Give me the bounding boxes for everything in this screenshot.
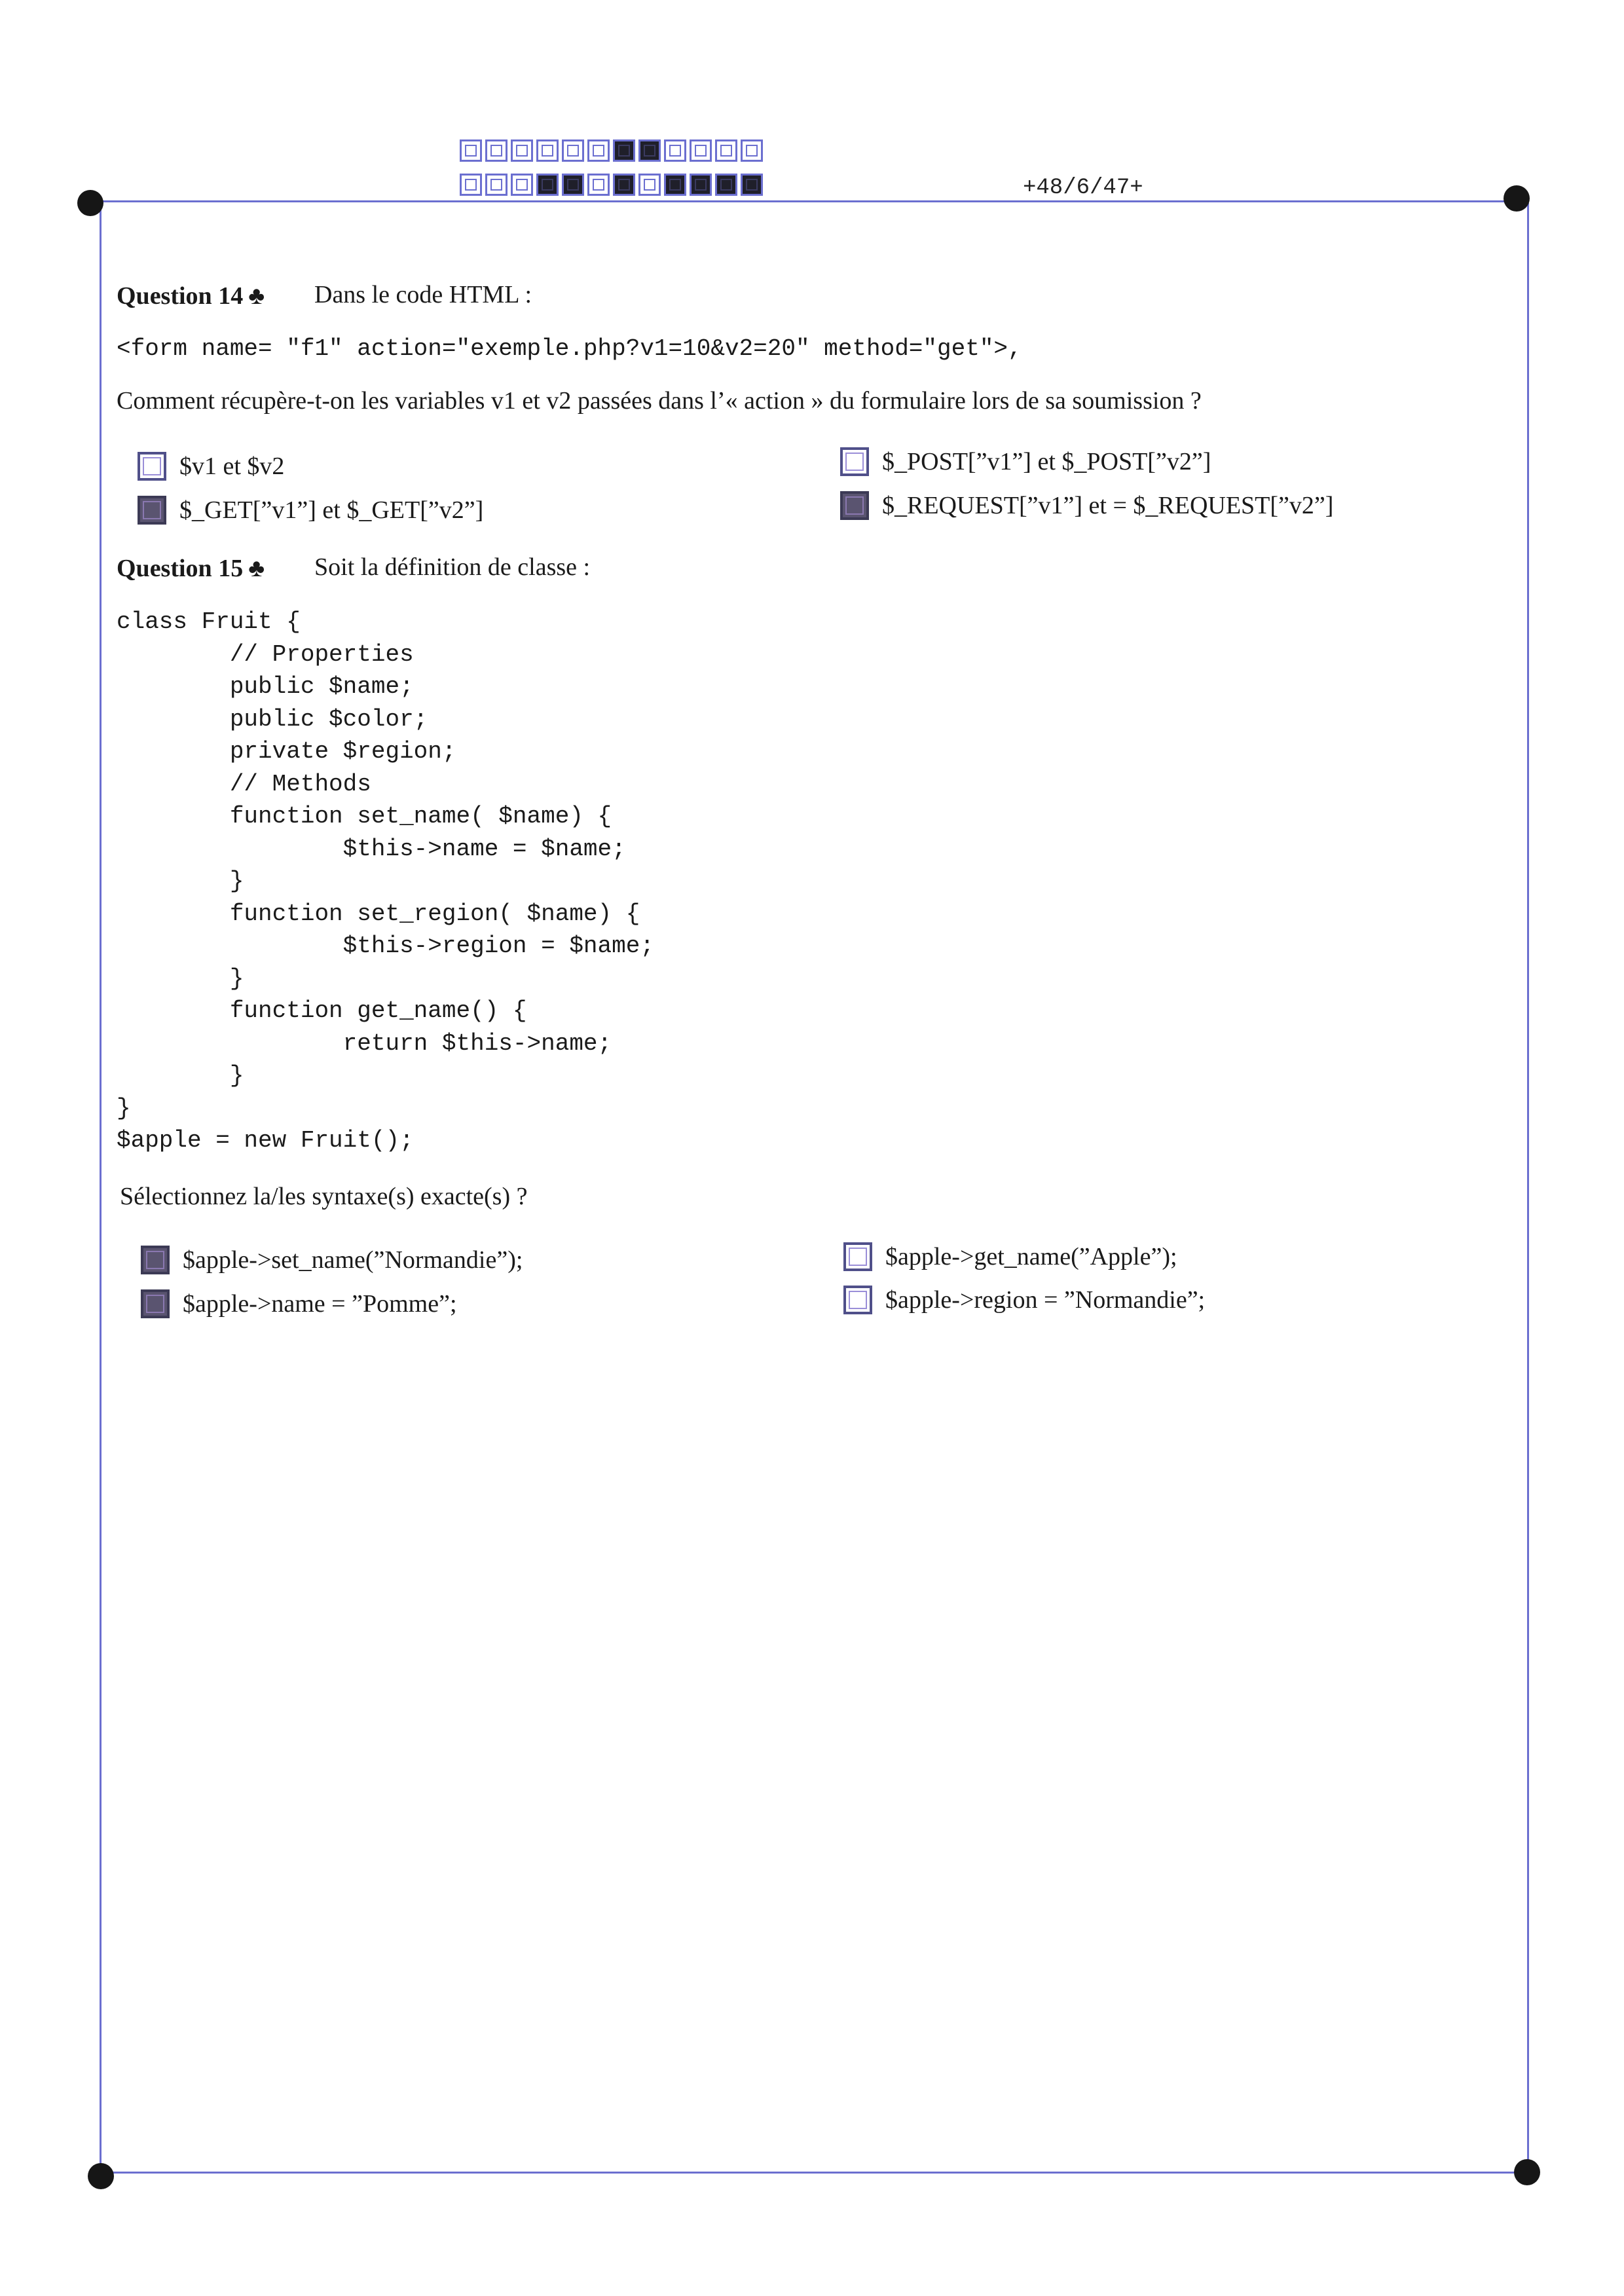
q15-answer-c[interactable] [843, 1242, 1177, 1271]
question-15-intro: Soit la définition de classe : [314, 553, 591, 581]
question-14-label: Question 14 [117, 282, 244, 310]
club-icon: ♣ [248, 282, 265, 310]
id-code-cell [613, 139, 635, 162]
checkbox[interactable] [840, 447, 869, 476]
id-code-cell [587, 174, 610, 196]
frame-left-line [100, 203, 101, 2171]
question-15-prompt: Sélectionnez la/les syntaxe(s) exacte(s) ? [120, 1183, 528, 1210]
frame-top-line [92, 200, 1526, 202]
q15-answer-a[interactable] [141, 1246, 523, 1274]
id-code-cell [638, 139, 661, 162]
answer-label: $apple->name = ”Pomme”; [183, 1290, 457, 1318]
corner-dot-top-left [77, 190, 103, 216]
id-code-cell [715, 174, 737, 196]
q15-answer-d[interactable] [843, 1286, 1205, 1314]
id-code-cell [690, 174, 712, 196]
id-code-cell [485, 139, 507, 162]
frame-bottom-line [101, 2172, 1536, 2174]
id-code-cell [690, 139, 712, 162]
q14-answer-c[interactable] [840, 447, 1211, 476]
id-code-cell [562, 139, 584, 162]
checkbox[interactable] [138, 452, 166, 481]
id-code-cell [613, 174, 635, 196]
id-code-cell [715, 139, 737, 162]
id-code-cell [664, 139, 686, 162]
checkbox[interactable] [843, 1286, 872, 1314]
checkbox[interactable] [843, 1242, 872, 1271]
answer-label: $v1 et $v2 [179, 453, 285, 480]
answer-label: $_GET[”v1”] et $_GET[”v2”] [179, 496, 484, 524]
answer-label: $apple->get_name(”Apple”); [885, 1243, 1177, 1270]
id-code-cell [536, 139, 559, 162]
id-code-cell [741, 139, 763, 162]
q14-answer-b[interactable] [138, 496, 483, 525]
corner-dot-top-right [1504, 185, 1530, 212]
id-code-cell [587, 139, 610, 162]
answer-label: $apple->region = ”Normandie”; [885, 1286, 1206, 1314]
question-14-title [117, 282, 265, 310]
id-code-row-1 [460, 139, 766, 162]
q14-answer-a[interactable] [138, 452, 284, 481]
id-code-cell [562, 174, 584, 196]
checkbox[interactable] [840, 491, 869, 520]
id-code-cell [638, 174, 661, 196]
question-14-prompt: Comment récupère-t-on les variables v1 et v2 passées dans l’« action » du formulaire lors de sa soumission ? [117, 387, 1202, 415]
answer-label: $_REQUEST[”v1”] et = $_REQUEST[”v2”] [882, 492, 1334, 519]
question-15-code: class Fruit { // Properties public $name; public $color; private $region; // Methods function set_name( $name) { $this->name = $name; } function set_region( $name) { $this->region = $name; } function get_name() { return $this->name; } } $apple = new Fruit(); [117, 608, 654, 1154]
page-code: +48/6/47+ [1023, 176, 1143, 200]
id-code-cell [511, 139, 533, 162]
id-code-cell [485, 174, 507, 196]
id-code-cell [460, 174, 482, 196]
checkbox[interactable] [141, 1289, 170, 1318]
q14-answer-d[interactable] [840, 491, 1333, 520]
answer-label: $apple->set_name(”Normandie”); [183, 1246, 523, 1274]
checkbox[interactable] [138, 496, 166, 525]
id-code-cell [511, 174, 533, 196]
id-code-cell [664, 174, 686, 196]
question-14-code: <form name= "f1" action="exemple.php?v1=10&v2=20" method="get">, [117, 335, 1022, 362]
question-15-label: Question 15 [117, 555, 244, 582]
id-code-cell [536, 174, 559, 196]
checkbox[interactable] [141, 1246, 170, 1274]
answer-label: $_POST[”v1”] et $_POST[”v2”] [882, 448, 1211, 475]
id-code-row-2 [460, 174, 766, 196]
question-14-intro: Dans le code HTML : [314, 281, 532, 308]
corner-dot-bottom-right [1514, 2159, 1540, 2185]
corner-dot-bottom-left [88, 2163, 114, 2189]
club-icon: ♣ [248, 555, 265, 582]
id-code-cell [741, 174, 763, 196]
question-15-title [117, 554, 265, 583]
q15-answer-b[interactable] [141, 1289, 457, 1318]
frame-right-line [1527, 203, 1529, 2171]
id-code-cell [460, 139, 482, 162]
